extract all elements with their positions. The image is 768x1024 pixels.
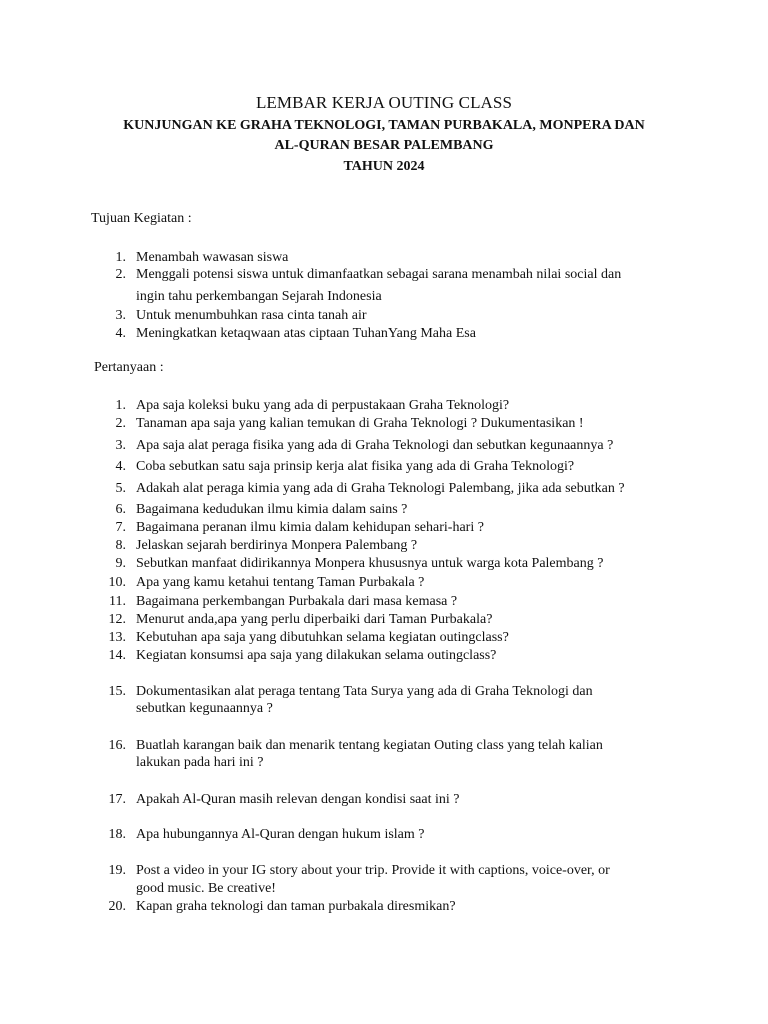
pertanyaan-item-text: Apa yang kamu ketahui tentang Taman Purbakala ? [136, 575, 425, 590]
pertanyaan-item-number: 16. [108, 738, 126, 753]
pertanyaan-item-number: 4. [115, 459, 126, 474]
pertanyaan-item-text: Adakah alat peraga kimia yang ada di Graha Teknologi Palembang, jika ada sebutkan ? [136, 481, 625, 496]
pertanyaan-item-number: 20. [108, 899, 126, 914]
pertanyaan-item-number: 11. [109, 594, 126, 609]
pertanyaan-item-text: Kebutuhan apa saja yang dibutuhkan selama kegiatan outingclass? [136, 630, 509, 645]
pertanyaan-item-text: Bagaimana kedudukan ilmu kimia dalam sains ? [136, 502, 408, 517]
pertanyaan-item-number: 3. [115, 438, 126, 453]
tujuan-heading: Tujuan Kegiatan : [91, 211, 192, 226]
pertanyaan-item-text: Bagaimana perkembangan Purbakala dari masa kemasa ? [136, 594, 458, 609]
pertanyaan-item-number: 7. [115, 520, 126, 535]
document-subtitle-line-1: KUNJUNGAN KE GRAHA TEKNOLOGI, TAMAN PURBAKALA, MONPERA DAN [123, 118, 645, 133]
document-title: LEMBAR KERJA OUTING CLASS [255, 93, 513, 112]
tujuan-item-text: Meningkatkan ketaqwaan atas ciptaan TuhanYang Maha Esa [136, 326, 476, 341]
pertanyaan-item-text: lakukan pada hari ini ? [136, 755, 264, 770]
tujuan-item-number: 2. [115, 267, 126, 282]
pertanyaan-item-text: Bagaimana peranan ilmu kimia dalam kehidupan sehari-hari ? [136, 520, 484, 535]
tujuan-item-text: ingin tahu perkembangan Sejarah Indonesia [136, 289, 382, 304]
tujuan-item-text: Untuk menumbuhkan rasa cinta tanah air [136, 308, 367, 323]
pertanyaan-item-text: Jelaskan sejarah berdirinya Monpera Palembang ? [136, 538, 418, 553]
pertanyaan-item-text: good music. Be creative! [136, 881, 276, 896]
pertanyaan-item-number: 6. [115, 502, 126, 517]
pertanyaan-item-text: Kegiatan konsumsi apa saja yang dilakukan selama outingclass? [136, 648, 497, 663]
tujuan-item-text: Menambah wawasan siswa [136, 250, 289, 265]
pertanyaan-item-number: 12. [108, 612, 126, 627]
pertanyaan-item-number: 5. [115, 481, 126, 496]
pertanyaan-item-number: 10. [108, 575, 126, 590]
pertanyaan-heading: Pertanyaan : [94, 360, 164, 375]
document-year: TAHUN 2024 [343, 159, 425, 174]
pertanyaan-item-text: Apa hubungannya Al-Quran dengan hukum islam ? [136, 827, 425, 842]
tujuan-item-number: 3. [115, 308, 126, 323]
pertanyaan-item-text: Menurut anda,apa yang perlu diperbaiki dari Taman Purbakala? [136, 612, 493, 627]
pertanyaan-item-number: 18. [108, 827, 126, 842]
pertanyaan-item-text: Apakah Al-Quran masih relevan dengan kondisi saat ini ? [136, 792, 460, 807]
pertanyaan-item-text: Apa saja koleksi buku yang ada di perpustakaan Graha Teknologi? [136, 398, 510, 413]
pertanyaan-item-text: Sebutkan manfaat didirikannya Monpera khususnya untuk warga kota Palembang ? [136, 556, 604, 571]
pertanyaan-item-text: Post a video in your IG story about your trip. Provide it with captions, voice-over, or [136, 863, 610, 878]
pertanyaan-item-number: 19. [108, 863, 126, 878]
pertanyaan-item-number: 13. [108, 630, 126, 645]
pertanyaan-item-number: 8. [115, 538, 126, 553]
tujuan-item-number: 1. [115, 250, 126, 265]
pertanyaan-item-text: Tanaman apa saja yang kalian temukan di Graha Teknologi ? Dukumentasikan ! [136, 416, 584, 431]
pertanyaan-item-number: 1. [115, 398, 126, 413]
tujuan-item-number: 4. [115, 326, 126, 341]
pertanyaan-item-number: 2. [115, 416, 126, 431]
pertanyaan-item-number: 9. [115, 556, 126, 571]
pertanyaan-item-number: 15. [108, 684, 126, 699]
pertanyaan-item-text: Buatlah karangan baik dan menarik tentang kegiatan Outing class yang telah kalian [136, 738, 603, 753]
pertanyaan-item-text: Coba sebutkan satu saja prinsip kerja alat fisika yang ada di Graha Teknologi? [136, 459, 575, 474]
pertanyaan-item-text: Apa saja alat peraga fisika yang ada di Graha Teknologi dan sebutkan kegunaannya ? [136, 438, 614, 453]
pertanyaan-item-number: 17. [108, 792, 126, 807]
pertanyaan-item-number: 14. [108, 648, 126, 663]
tujuan-item-text: Menggali potensi siswa untuk dimanfaatkan sebagai sarana menambah nilai social dan [136, 267, 622, 282]
pertanyaan-item-text: Dokumentasikan alat peraga tentang Tata Surya yang ada di Graha Teknologi dan [136, 684, 593, 699]
pertanyaan-item-text: sebutkan kegunaannya ? [136, 701, 273, 716]
pertanyaan-item-text: Kapan graha teknologi dan taman purbakala diresmikan? [136, 899, 456, 914]
document-subtitle-line-2: AL-QURAN BESAR PALEMBANG [274, 138, 494, 153]
